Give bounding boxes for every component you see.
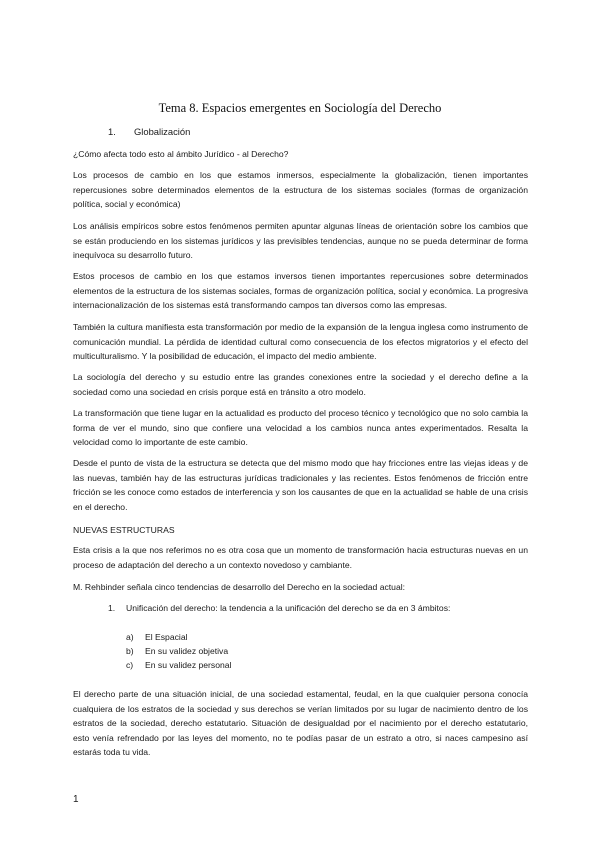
section-label: Globalización: [134, 126, 191, 137]
final-paragraph: El derecho parte de una situación inicial, de una sociedad estamental, feudal, en la que cualquier persona conocía cualquiera de los estratos de la sociedad y sus derechos se verían limitados por su lugar de nacimiento dentro de los estratos de la sociedad, derecho estatutario. Situación de desigualdad por el nacimiento por el derecho estatutario, esto venía refrendado por las leyes del momento, no te podías pasar de un estrato a otro, si naces campesino así estarás toda tu vida.: [73, 689, 528, 758]
sub-item-text: El Espacial: [145, 632, 188, 642]
page-title: Tema 8. Espacios emergentes en Sociología del Derecho: [158, 101, 442, 115]
paragraph-5: La sociología del derecho y su estudio entre las grandes conexiones entre la sociedad y el derecho define a la sociedad como una sociedad en crisis porque está en tránsito a otro modelo.: [73, 372, 528, 397]
paragraph-6: La transformación que tiene lugar en la actualidad es producto del proceso técnico y tecnológico que no solo cambia la forma de ver el mundo, sino que confiere una velocidad a los cambios nunca antes experimentados. Resalta la velocidad como lo importante de este cambio.: [73, 408, 528, 448]
new-structures-paragraph: Esta crisis a la que nos referimos no es otra cosa que un momento de transformación hacia estructuras nuevas en un proceso de adaptación del derecho a un contexto novedoso y cambiante.: [73, 545, 528, 570]
paragraph-7: Desde el punto de vista de la estructura se detecta que del mismo modo que hay fricciones entre las viejas ideas y de las nuevas, también hay de las estructuras jurídicas tradicionales y las recientes. Estos fenómenos de fricción entre fricción se les conoce como estados de interferencia y son los causantes de que en la actualidad se hable de una crisis en el derecho.: [73, 458, 528, 512]
trend-label: Unificación del derecho: la tendencia a la unificación del derecho se da en 3 ámbitos:: [126, 603, 451, 613]
rehbinder-paragraph: M. Rehbinder señala cinco tendencias de desarrollo del Derecho en la sociedad actual:: [73, 582, 406, 592]
question-text: ¿Cómo afecta todo esto al ámbito Jurídico - al Derecho?: [73, 149, 289, 159]
paragraph-1: Los procesos de cambio en los que estamos inmersos, especialmente la globalización, tienen importantes repercusiones sobre determinados elementos de la estructura de los sistemas sociales (formas de organización política, social y económica): [73, 170, 528, 210]
page-number: 1: [73, 794, 79, 805]
sub-item-marker: b): [126, 646, 134, 656]
paragraph-2: Los análisis empíricos sobre estos fenómenos permiten apuntar algunas líneas de orientación sobre los cambios que se están produciendo en los sistemas jurídicos y las previsibles tendencias, aunque no se pueda determinar de forma inequívoca su desarrollo futuro.: [73, 221, 528, 261]
sub-item-b: [126, 646, 228, 656]
new-structures-heading: NUEVAS ESTRUCTURAS: [73, 525, 175, 535]
sub-item-c: [126, 660, 231, 670]
sub-item-marker: c): [126, 660, 134, 670]
sub-item-marker: a): [126, 632, 134, 642]
paragraph-3: Estos procesos de cambio en los que estamos inversos tienen importantes repercusiones sobre determinados elementos de la estructura de los sistemas sociales, formas de organización política, social y económica. La progresiva internacionalización de los sistemas está transformando campos tan diversos como las empresas.: [73, 271, 528, 311]
trend-item-1: [108, 603, 450, 613]
section-heading-globalizacion: [108, 126, 190, 137]
section-number: 1.: [108, 126, 116, 137]
trend-number: 1.: [108, 603, 116, 613]
sub-item-a: [126, 632, 188, 642]
paragraph-4: También la cultura manifiesta esta transformación por medio de la expansión de la lengua inglesa como instrumento de comunicación mundial. La pérdida de identidad cultural como consecuencia de los efectos migratorios y el efecto del multiculturalismo. Y la posibilidad de educación, el impacto del medio ambiente.: [73, 322, 528, 362]
sub-item-text: En su validez objetiva: [145, 646, 229, 656]
sub-item-text: En su validez personal: [145, 660, 232, 670]
